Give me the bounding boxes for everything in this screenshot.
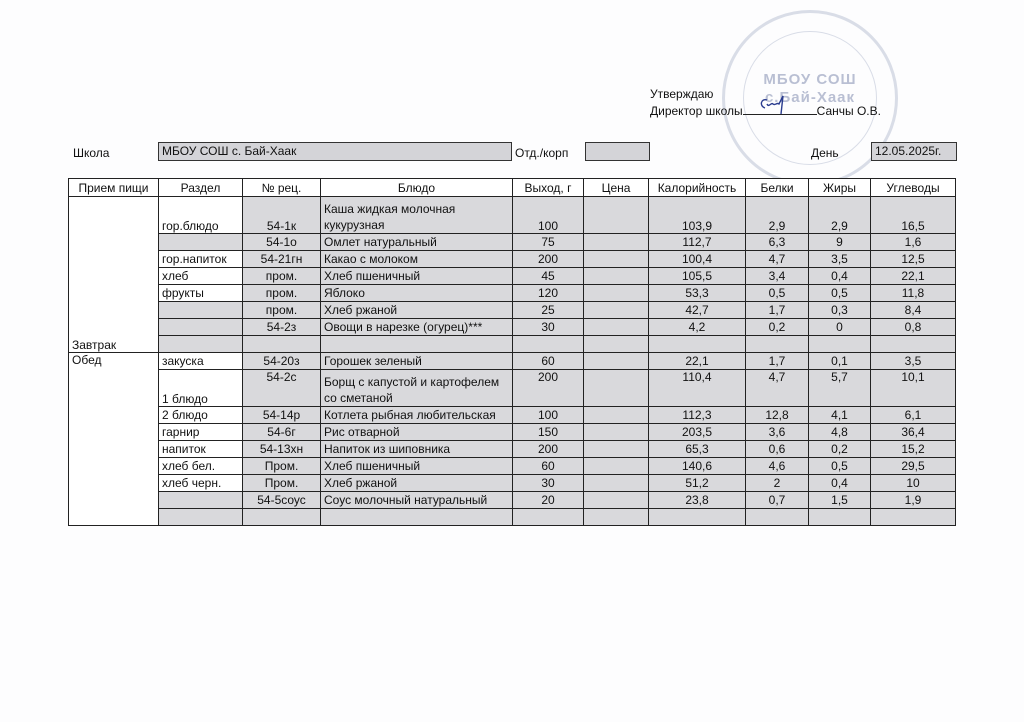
- cell-yield: 30: [513, 319, 584, 336]
- cell-price: [584, 370, 649, 407]
- cell-dish: Горошек зеленый: [321, 353, 513, 370]
- table-row: [69, 492, 956, 509]
- cell-section: [159, 302, 243, 319]
- cell-price: [584, 353, 649, 370]
- col-header-section: Раздел: [159, 179, 243, 197]
- cell-fat: 0,3: [809, 302, 871, 319]
- cell-kcal: 112,3: [649, 407, 746, 424]
- cell-yield: 45: [513, 268, 584, 285]
- cell-empty: [809, 509, 871, 526]
- table-row: [69, 407, 956, 424]
- table-row: [69, 302, 956, 319]
- table-row: [69, 234, 956, 251]
- cell-empty: [321, 509, 513, 526]
- cell-price: [584, 268, 649, 285]
- cell-yield: 20: [513, 492, 584, 509]
- cell-empty: [243, 336, 321, 353]
- col-header-protein: Белки: [746, 179, 809, 197]
- cell-fat: 0,1: [809, 353, 871, 370]
- day-field[interactable]: 12.05.2025г.: [871, 142, 957, 161]
- breakfast-section: [69, 197, 956, 353]
- director-name: Санчы О.В.: [816, 104, 881, 118]
- cell-price: [584, 302, 649, 319]
- cell-kcal: 4,2: [649, 319, 746, 336]
- cell-empty: [159, 336, 243, 353]
- col-header-meal: Прием пищи: [69, 179, 159, 197]
- cell-recipe: 54-2з: [243, 319, 321, 336]
- col-header-fat: Жиры: [809, 179, 871, 197]
- cell-kcal: 23,8: [649, 492, 746, 509]
- cell-section: [159, 492, 243, 509]
- cell-section: 1 блюдо: [159, 370, 243, 407]
- cell-dish: Яблоко: [321, 285, 513, 302]
- cell-carbs: 12,5: [871, 251, 956, 268]
- cell-fat: 0,5: [809, 458, 871, 475]
- cell-section: гарнир: [159, 424, 243, 441]
- cell-protein: 0,2: [746, 319, 809, 336]
- cell-carbs: 15,2: [871, 441, 956, 458]
- cell-empty: [746, 509, 809, 526]
- director-line: [650, 103, 881, 118]
- cell-dish: Напиток из шиповника: [321, 441, 513, 458]
- cell-protein: 4,7: [746, 251, 809, 268]
- cell-empty: [513, 336, 584, 353]
- director-label: Директор школы: [650, 104, 743, 118]
- cell-protein: 4,6: [746, 458, 809, 475]
- approve-label: Утверждаю: [650, 87, 714, 101]
- cell-yield: 200: [513, 251, 584, 268]
- cell-dish: Соус молочный натуральный: [321, 492, 513, 509]
- cell-empty: [513, 509, 584, 526]
- cell-yield: 75: [513, 234, 584, 251]
- cell-kcal: 105,5: [649, 268, 746, 285]
- table-row: [69, 370, 956, 407]
- cell-dish: Котлета рыбная любительская: [321, 407, 513, 424]
- cell-empty: [321, 336, 513, 353]
- meal-name-cell: Обед: [69, 353, 159, 526]
- cell-section: хлеб черн.: [159, 475, 243, 492]
- cell-yield: 150: [513, 424, 584, 441]
- cell-protein: 1,7: [746, 302, 809, 319]
- table-row: [69, 458, 956, 475]
- cell-carbs: 36,4: [871, 424, 956, 441]
- table-row-empty: [69, 336, 956, 353]
- cell-section: [159, 319, 243, 336]
- cell-protein: 0,6: [746, 441, 809, 458]
- cell-dish: Какао с молоком: [321, 251, 513, 268]
- cell-fat: 0: [809, 319, 871, 336]
- cell-dish: Борщ с капустой и картофелем со сметаной: [321, 370, 513, 407]
- school-field[interactable]: МБОУ СОШ с. Бай-Хаак: [158, 142, 512, 161]
- meal-name-cell: Завтрак: [69, 197, 159, 353]
- dept-label: Отд./корп: [515, 146, 569, 160]
- cell-kcal: 110,4: [649, 370, 746, 407]
- cell-empty: [584, 509, 649, 526]
- cell-price: [584, 475, 649, 492]
- cell-fat: 0,4: [809, 268, 871, 285]
- signature-line: [743, 103, 817, 115]
- dept-field[interactable]: [585, 142, 650, 161]
- day-label: День: [811, 146, 839, 160]
- school-label: Школа: [73, 146, 110, 160]
- cell-fat: 3,5: [809, 251, 871, 268]
- cell-kcal: 65,3: [649, 441, 746, 458]
- col-header-dish: Блюдо: [321, 179, 513, 197]
- cell-yield: 60: [513, 458, 584, 475]
- cell-dish: Овощи в нарезке (огурец)***: [321, 319, 513, 336]
- cell-kcal: 203,5: [649, 424, 746, 441]
- cell-protein: 3,6: [746, 424, 809, 441]
- cell-recipe: пром.: [243, 268, 321, 285]
- cell-recipe: пром.: [243, 285, 321, 302]
- cell-protein: 0,5: [746, 285, 809, 302]
- cell-price: [584, 441, 649, 458]
- lunch-section: [69, 353, 956, 526]
- cell-price: [584, 251, 649, 268]
- cell-protein: 12,8: [746, 407, 809, 424]
- stamp-text-line1: МБОУ СОШ: [763, 71, 857, 88]
- cell-carbs: 29,5: [871, 458, 956, 475]
- stamp-text-line2: с.Бай-Хаак: [764, 89, 856, 106]
- cell-protein: 3,4: [746, 268, 809, 285]
- cell-price: [584, 234, 649, 251]
- cell-fat: 5,7: [809, 370, 871, 407]
- cell-section: закуска: [159, 353, 243, 370]
- cell-recipe: 54-6г: [243, 424, 321, 441]
- cell-price: [584, 407, 649, 424]
- table-row: [69, 441, 956, 458]
- cell-carbs: 0,8: [871, 319, 956, 336]
- cell-kcal: 103,9: [649, 197, 746, 234]
- cell-recipe: 54-14р: [243, 407, 321, 424]
- cell-empty: [746, 336, 809, 353]
- cell-yield: 200: [513, 441, 584, 458]
- cell-fat: 1,5: [809, 492, 871, 509]
- cell-kcal: 100,4: [649, 251, 746, 268]
- cell-section: хлеб бел.: [159, 458, 243, 475]
- cell-empty: [871, 336, 956, 353]
- table-row: [69, 197, 956, 234]
- col-header-recipe: № рец.: [243, 179, 321, 197]
- cell-section: [159, 234, 243, 251]
- cell-recipe: Пром.: [243, 458, 321, 475]
- cell-protein: 2,9: [746, 197, 809, 234]
- table-row: [69, 353, 956, 370]
- table-row-empty: [69, 509, 956, 526]
- cell-recipe: пром.: [243, 302, 321, 319]
- cell-yield: 25: [513, 302, 584, 319]
- cell-fat: 0,5: [809, 285, 871, 302]
- cell-yield: 100: [513, 197, 584, 234]
- cell-carbs: 6,1: [871, 407, 956, 424]
- cell-carbs: 1,9: [871, 492, 956, 509]
- cell-yield: 60: [513, 353, 584, 370]
- cell-protein: 0,7: [746, 492, 809, 509]
- cell-dish: Хлеб ржаной: [321, 475, 513, 492]
- cell-price: [584, 458, 649, 475]
- table-row: [69, 251, 956, 268]
- cell-recipe: 54-2с: [243, 370, 321, 407]
- table-row: [69, 268, 956, 285]
- cell-fat: 2,9: [809, 197, 871, 234]
- cell-section: 2 блюдо: [159, 407, 243, 424]
- cell-section: напиток: [159, 441, 243, 458]
- cell-protein: 6,3: [746, 234, 809, 251]
- cell-kcal: 140,6: [649, 458, 746, 475]
- cell-recipe: 54-13хн: [243, 441, 321, 458]
- cell-fat: 4,8: [809, 424, 871, 441]
- cell-carbs: 10,1: [871, 370, 956, 407]
- cell-yield: 30: [513, 475, 584, 492]
- table-row: [69, 475, 956, 492]
- cell-dish: Омлет натуральный: [321, 234, 513, 251]
- cell-section: гор.блюдо: [159, 197, 243, 234]
- cell-yield: 200: [513, 370, 584, 407]
- col-header-yield: Выход, г: [513, 179, 584, 197]
- table-header-row: [69, 179, 956, 197]
- cell-price: [584, 492, 649, 509]
- cell-dish: Каша жидкая молочная кукурузная: [321, 197, 513, 234]
- cell-fat: 0,4: [809, 475, 871, 492]
- cell-carbs: 22,1: [871, 268, 956, 285]
- table-row: [69, 424, 956, 441]
- cell-price: [584, 424, 649, 441]
- cell-yield: 120: [513, 285, 584, 302]
- cell-recipe: 54-1к: [243, 197, 321, 234]
- cell-kcal: 53,3: [649, 285, 746, 302]
- col-header-kcal: Калорийность: [649, 179, 746, 197]
- cell-section: гор.напиток: [159, 251, 243, 268]
- cell-kcal: 42,7: [649, 302, 746, 319]
- cell-yield: 100: [513, 407, 584, 424]
- cell-empty: [649, 336, 746, 353]
- cell-recipe: 54-5соус: [243, 492, 321, 509]
- cell-empty: [243, 509, 321, 526]
- cell-empty: [809, 336, 871, 353]
- table-row: [69, 285, 956, 302]
- table-row: [69, 319, 956, 336]
- col-header-carbs: Углеводы: [871, 179, 956, 197]
- cell-kcal: 22,1: [649, 353, 746, 370]
- cell-empty: [871, 509, 956, 526]
- cell-carbs: 16,5: [871, 197, 956, 234]
- cell-fat: 0,2: [809, 441, 871, 458]
- cell-recipe: 54-1о: [243, 234, 321, 251]
- cell-protein: 1,7: [746, 353, 809, 370]
- cell-recipe: 54-21гн: [243, 251, 321, 268]
- cell-carbs: 1,6: [871, 234, 956, 251]
- cell-carbs: 11,8: [871, 285, 956, 302]
- cell-dish: Хлеб пшеничный: [321, 458, 513, 475]
- menu-table: [68, 178, 956, 526]
- cell-fat: 9: [809, 234, 871, 251]
- cell-carbs: 10: [871, 475, 956, 492]
- cell-recipe: Пром.: [243, 475, 321, 492]
- cell-section: фрукты: [159, 285, 243, 302]
- cell-empty: [584, 336, 649, 353]
- cell-dish: Хлеб ржаной: [321, 302, 513, 319]
- cell-fat: 4,1: [809, 407, 871, 424]
- cell-dish: Хлеб пшеничный: [321, 268, 513, 285]
- cell-price: [584, 319, 649, 336]
- col-header-price: Цена: [584, 179, 649, 197]
- cell-kcal: 112,7: [649, 234, 746, 251]
- cell-carbs: 8,4: [871, 302, 956, 319]
- cell-empty: [649, 509, 746, 526]
- cell-section: хлеб: [159, 268, 243, 285]
- cell-price: [584, 197, 649, 234]
- cell-protein: 4,7: [746, 370, 809, 407]
- cell-recipe: 54-20з: [243, 353, 321, 370]
- cell-price: [584, 285, 649, 302]
- cell-dish: Рис отварной: [321, 424, 513, 441]
- cell-protein: 2: [746, 475, 809, 492]
- cell-carbs: 3,5: [871, 353, 956, 370]
- cell-kcal: 51,2: [649, 475, 746, 492]
- signature-icon: [757, 94, 797, 116]
- cell-empty: [159, 509, 243, 526]
